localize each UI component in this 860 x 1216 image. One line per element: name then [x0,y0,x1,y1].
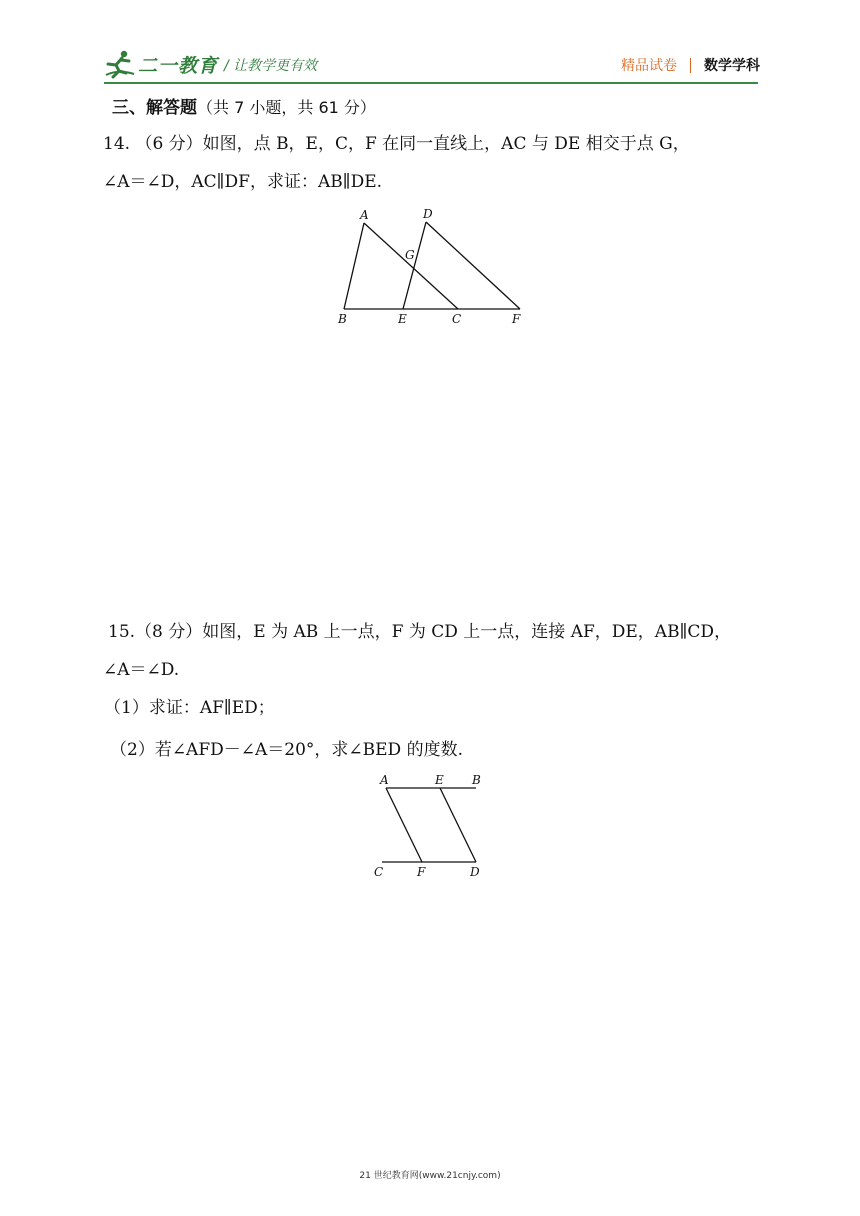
header-rule [104,82,758,84]
q14-line2: ∠A＝∠D，AC∥DF，求证：AB∥DE. [103,172,383,192]
label-d: D [423,207,433,221]
q15-line2: ∠A＝∠D. [103,660,180,680]
logo-text: 二一教育 [138,54,219,77]
segment-ac [364,223,458,309]
segment-ab [344,223,364,309]
q15-part2: （2）若∠AFD－∠A＝20°，求∠BED 的度数. [110,740,463,760]
subject-label: 数学学科 [704,58,760,74]
header-right [621,55,760,75]
section-title: 三、解答题 [112,98,197,118]
label-b: B [472,773,481,787]
label-b: B [338,312,347,326]
paper-tag: 精品试卷 [621,58,677,74]
label-g: G [405,248,415,262]
q14-figure [330,202,535,330]
q14-figure-lines [344,222,520,309]
label-c: C [452,312,462,326]
brand-logo [104,44,218,84]
segment-de [403,222,426,309]
label-e: E [435,773,444,787]
q15-figure [370,770,495,882]
header-divider [690,58,691,73]
q15-line1: 15.（8 分）如图，E 为 AB 上一点，F 为 CD 上一点，连接 AF，DE，AB∥CD， [108,622,732,642]
label-c: C [374,865,384,879]
label-f: F [417,865,426,879]
label-d: D [470,865,480,879]
segment-af [386,788,422,862]
label-a: A [360,208,369,222]
page-footer: 21 世纪教育网(www.21cnjy.com) [359,1171,501,1181]
label-e: E [398,312,407,326]
q15-figure-lines [382,788,476,862]
section-note: （共 7 小题，共 61 分） [197,98,376,117]
segment-ed [440,788,476,862]
runner-logo-icon [104,49,136,79]
label-a: A [380,773,389,787]
section-heading [112,93,376,118]
q15-part1: （1）求证：AF∥ED； [104,698,275,718]
slogan: / 让教学更有效 [224,58,318,74]
q14-line1: 14. （6 分）如图，点 B，E，C，F 在同一直线上，AC 与 DE 相交于点 G， [103,134,690,154]
label-f: F [512,312,521,326]
segment-df [426,222,520,309]
